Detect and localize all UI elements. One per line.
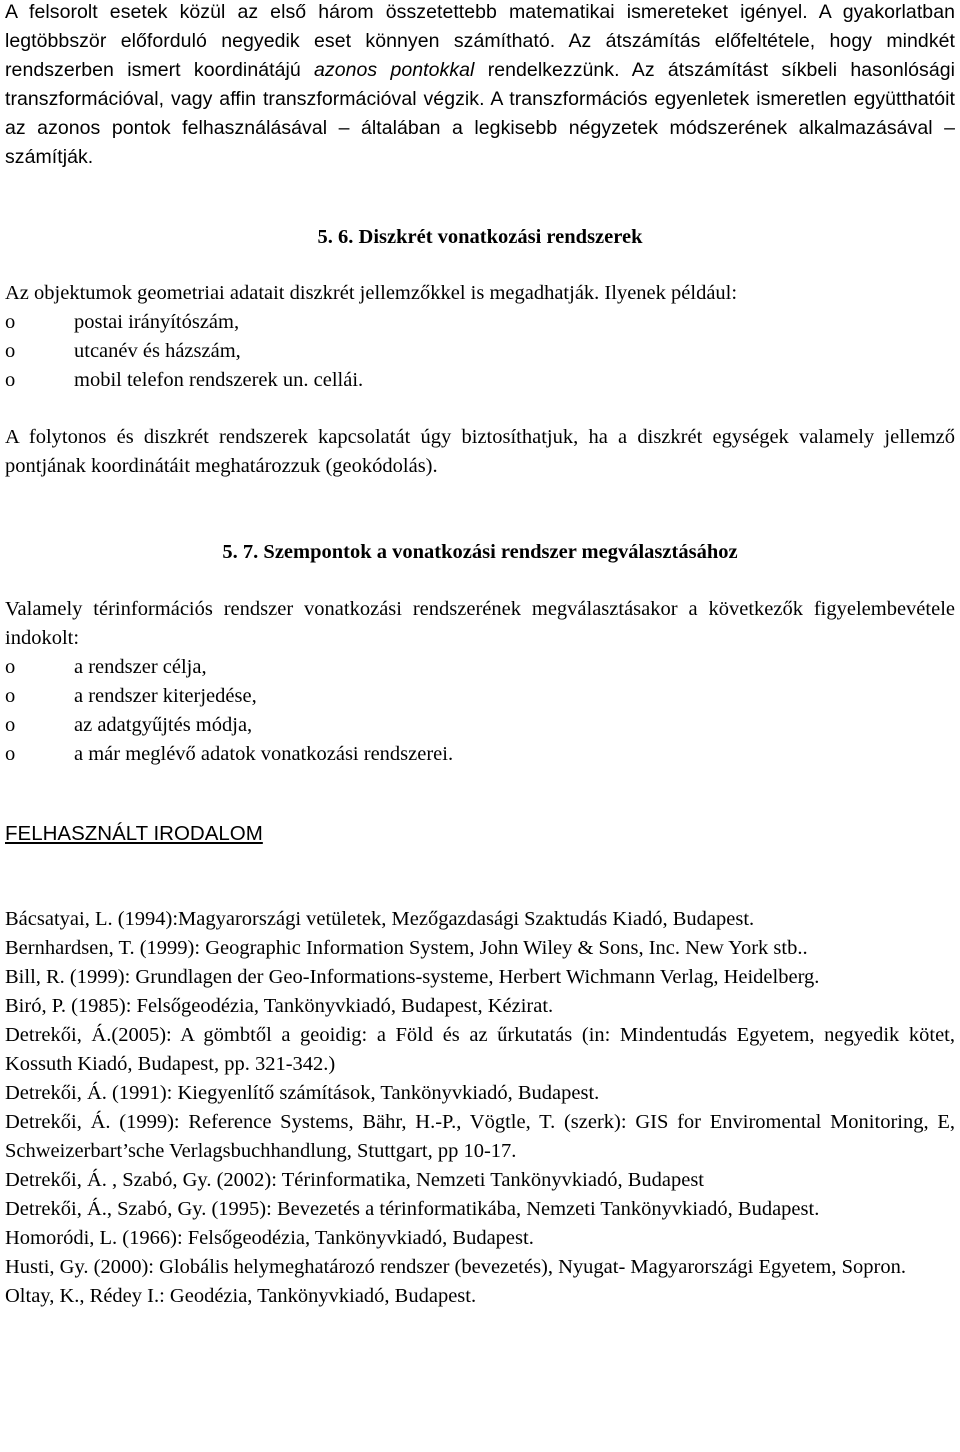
list-item-text: a már meglévő adatok vonatkozási rendszerei.	[74, 743, 454, 765]
section-5-6-lead: Az objektumok geometriai adatait diszkrét jellemzőkkel is megadhatják. Ilyenek például:	[5, 282, 738, 304]
list-item-text: mobil telefon rendszerek un. cellái.	[74, 369, 364, 391]
section-5-6-closing: A folytonos és diszkrét rendszerek kapcsolatát úgy biztosíthatjuk, ha a diszkrét egységek valamely jellemző pontjának koordinátáit meghatározzuk (geokódolás).	[5, 426, 955, 477]
list-item	[5, 711, 955, 740]
reference-item: Detrekői, Á. , Szabó, Gy. (2002): Térinformatika, Nemzeti Tankönyvkiadó, Budapest	[5, 1169, 705, 1191]
reference-item: Bácsatyai, L. (1994):Magyarországi vetületek, Mezőgazdasági Szaktudás Kiadó, Budapest.	[5, 908, 755, 930]
list-item-text: az adatgyűjtés módja,	[74, 714, 253, 736]
reference-item: Detrekői, Á. (1999): Reference Systems, Bähr, H.-P., Vögtle, T. (szerk): GIS for Enviromental Monitoring, E, Schweizerbart’sche Verlagsbuchhandlung, Stuttgart, pp 10-17.	[5, 1111, 955, 1162]
list-item	[5, 366, 955, 395]
intro-text-part2: rendelkezzünk. Az átszámítást síkbeli hasonlósági transzformációval, vagy affin transzformációval végzik. A transzformációs egyenletek ismeretlen együtthatóit az azonos pontok felhasználásával – általában a legkisebb négyzetek módszerének alkalmazásával – számítják.	[5, 59, 955, 168]
bullet-marker: o	[5, 369, 16, 391]
reference-item: Detrekői, Á., Szabó, Gy. (1995): Bevezetés a térinformatikába, Nemzeti Tankönyvkiadó, Budapest.	[5, 1198, 820, 1220]
reference-item: Biró, P. (1985): Felsőgeodézia, Tankönyvkiadó, Budapest, Kézirat.	[5, 995, 554, 1017]
section-heading-5-6: 5. 6. Diszkrét vonatkozási rendszerek	[317, 226, 643, 248]
section-heading-5-7: 5. 7. Szempontok a vonatkozási rendszer megválasztásához	[222, 541, 738, 563]
section-5-7-list	[5, 653, 955, 769]
reference-list	[5, 905, 955, 1311]
list-item	[5, 337, 955, 366]
bullet-marker: o	[5, 714, 16, 736]
intro-emphasis: azonos pontokkal	[314, 59, 475, 81]
reference-item: Homoródi, L. (1966): Felsőgeodézia, Tankönyvkiadó, Budapest.	[5, 1227, 534, 1249]
list-item-text: a rendszer kiterjedése,	[74, 685, 257, 707]
list-item	[5, 682, 955, 711]
reference-item: Detrekői, Á.(2005): A gömbtől a geoidig: a Föld és az űrkutatás (in: Mindentudás Egyetem, negyedik kötet, Kossuth Kiadó, Budapest, pp. 321-342.)	[5, 1024, 955, 1075]
bullet-marker: o	[5, 656, 16, 678]
list-item-text: a rendszer célja,	[74, 656, 207, 678]
intro-text-part1: A felsorolt esetek közül az első három összetettebb matematikai ismereteket igényel. A gyakorlatban legtöbbször előforduló negyedik eset könnyen számítható. Az átszámítás előfeltétele, hogy mindkét rendszerben ismert koordinátájú	[5, 1, 955, 81]
reference-item: Oltay, K., Rédey I.: Geodézia, Tankönyvkiadó, Budapest.	[5, 1285, 477, 1307]
list-item	[5, 740, 955, 769]
list-item-text: utcanév és házszám,	[74, 340, 241, 362]
list-item	[5, 308, 955, 337]
section-5-6-list	[5, 308, 955, 395]
intro-paragraph	[5, 0, 955, 172]
reference-item: Husti, Gy. (2000): Globális helymeghatározó rendszer (bevezetés), Nyugat- Magyarországi Egyetem, Sopron.	[5, 1256, 906, 1278]
bullet-marker: o	[5, 311, 16, 333]
bullet-marker: o	[5, 743, 16, 765]
list-item-text: postai irányítószám,	[74, 311, 240, 333]
list-item	[5, 653, 955, 682]
literature-heading: FELHASZNÁLT IRODALOM	[5, 822, 263, 845]
reference-item: Detrekői, Á. (1991): Kiegyenlítő számítások, Tankönyvkiadó, Budapest.	[5, 1082, 600, 1104]
document-page	[5, 0, 955, 1311]
bullet-marker: o	[5, 685, 16, 707]
section-5-7-lead: Valamely térinformációs rendszer vonatkozási rendszerének megválasztásakor a következők figyelembevétele indokolt:	[5, 598, 955, 649]
bullet-marker: o	[5, 340, 16, 362]
reference-item: Bill, R. (1999): Grundlagen der Geo-Informations-systeme, Herbert Wichmann Verlag, Heidelberg.	[5, 966, 820, 988]
reference-item: Bernhardsen, T. (1999): Geographic Information System, John Wiley & Sons, Inc. New York stb..	[5, 937, 808, 959]
